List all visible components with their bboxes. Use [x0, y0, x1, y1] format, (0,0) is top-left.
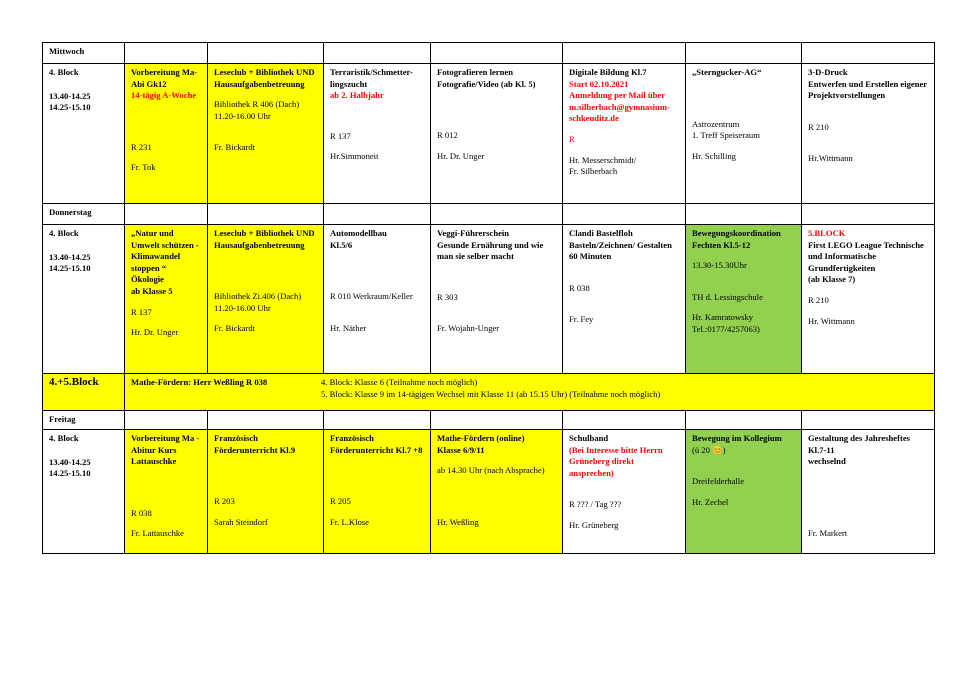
activity-text: 11.20-16.00 Uhr: [214, 110, 271, 121]
spacer: [437, 303, 557, 323]
spacer: [692, 456, 796, 476]
activity-text: Hr. Schilling: [692, 150, 736, 161]
spacer: [569, 511, 680, 520]
block-label: 4. Block: [49, 228, 79, 238]
block-label: 4. Block: [49, 67, 79, 77]
activity-text: Hr. Grüneberg: [569, 519, 619, 530]
spacer: [330, 476, 425, 496]
activity-text: Basteln/Zeichnen/ Gestalten: [569, 239, 672, 250]
activity-text: R: [569, 133, 575, 144]
activity-cell: [125, 430, 208, 554]
activity-text: Start 02.10.2021: [569, 78, 629, 89]
activity-cell: [686, 430, 802, 554]
activity-cell: [802, 430, 935, 554]
activity-text: Kl.5/6: [330, 239, 353, 250]
activity-row: [43, 225, 935, 374]
empty-cell: [802, 411, 935, 430]
empty-cell: [431, 43, 563, 64]
empty-cell: [431, 411, 563, 430]
activity-text: Französisch Förderunterricht Kl.7 +8: [330, 433, 423, 455]
activity-text: Hr. Zechel: [692, 496, 729, 507]
activity-text: Ökologie: [131, 274, 164, 285]
activity-text: Fr. Markert: [808, 527, 848, 538]
activity-cell: [802, 64, 935, 204]
spacer: [808, 488, 929, 508]
activity-text: Vorbereitung Ma -Abitur Kurs Lattauschke: [131, 433, 200, 467]
empty-cell: [563, 204, 686, 225]
activity-text: Hr.Wittmann: [808, 153, 853, 164]
activity-text: Klasse 6/9/11: [437, 444, 485, 455]
activity-text: ab 14.30 Uhr (nach Absprache): [437, 465, 545, 476]
spacer: [569, 125, 680, 134]
activity-text: „Natur und Umwelt schützen - Klimawandel stoppen “: [131, 228, 199, 273]
activity-text: First LEGO League Technische und Informatische Grundfertigkeiten: [808, 239, 924, 273]
activity-text: Hr. Messerschmidt/: [569, 154, 637, 165]
spacer: [131, 298, 202, 307]
spacer: [214, 122, 318, 142]
block-time: 13.40-14.25: [49, 90, 91, 101]
spacer: [330, 508, 425, 517]
activity-text: Veggi-Führerschein: [437, 228, 510, 238]
day-name: Mittwoch: [43, 43, 125, 64]
empty-cell: [686, 43, 802, 64]
activity-text: Leseclub + Bibliothek UND Hausaufgabenbetreuung: [214, 228, 315, 250]
block-label: 4. Block: [49, 433, 79, 443]
activity-text: R 012: [437, 130, 458, 141]
activity-text: Sarah Steindorf: [214, 516, 268, 527]
block-time: 14.25-15.10: [49, 102, 91, 113]
empty-cell: [686, 411, 802, 430]
activity-text: 60 Minuten: [569, 251, 612, 262]
activity-text: Fr. Tok: [131, 162, 156, 173]
block-time: 13.40-14.25: [49, 456, 91, 467]
block-time: 13.40-14.25: [49, 251, 91, 262]
day-name: Donnerstag: [43, 204, 125, 225]
activity-text: Bibliothek R 406 (Dach): [214, 99, 300, 110]
activity-row: [43, 430, 935, 554]
activity-text: Hr. Kamratowsky: [692, 312, 754, 323]
activity-text: TH d. Lessingschule: [692, 291, 763, 302]
activity-text: 14-tägig A-Woche: [131, 90, 197, 101]
activity-cell: [431, 64, 563, 204]
day-name: Freitag: [43, 411, 125, 430]
spacer: [131, 488, 202, 508]
activity-text: 13.30-15.30Uhr: [692, 260, 747, 271]
activity-text: R 303: [437, 291, 458, 302]
activity-cell: [208, 430, 324, 554]
spacer: [569, 263, 680, 283]
activity-text: Entwerfen und Erstellen eigener Projektvorstellungen: [808, 78, 927, 101]
spacer: [437, 283, 557, 292]
activity-text: Hr. Dr. Unger: [437, 150, 485, 161]
empty-cell: [324, 204, 431, 225]
block-time: 14.25-15.10: [49, 468, 91, 479]
activity-text: 11.20-16.00 Uhr: [214, 302, 271, 313]
activity-text: R 210: [808, 294, 829, 305]
activity-text: Anmeldung per Mail über m.silberbach@gymnasium-schkeuditz.de: [569, 90, 670, 124]
empty-cell: [563, 411, 686, 430]
mathe-foerdern-cell: [125, 374, 935, 411]
activity-text: Mathe-Fördern (online): [437, 433, 525, 443]
activity-text: ab 2. Halbjahr: [330, 90, 384, 101]
spacer: [569, 294, 680, 314]
activity-text: R 231: [131, 141, 152, 152]
activity-text: Hr.Simmoneit: [330, 151, 379, 162]
spacer: [131, 468, 202, 488]
empty-cell: [125, 204, 208, 225]
spacer: [692, 142, 796, 151]
spacer: [437, 110, 557, 130]
activity-cell: [431, 430, 563, 554]
activity-cell: [563, 225, 686, 374]
day-header-row: [43, 411, 935, 430]
spacer: [692, 79, 796, 99]
mathe-block-label: 4.+5.Block: [43, 374, 125, 411]
activity-text: R 038: [131, 507, 152, 518]
activity-text: Digitale Bildung Kl.7: [569, 67, 647, 77]
schedule-table: [42, 42, 935, 554]
spacer: [214, 456, 318, 476]
activity-text: Tel.:0177/4257063): [692, 323, 760, 334]
spacer: [214, 476, 318, 496]
spacer: [131, 318, 202, 327]
activity-text: R 205: [330, 496, 351, 507]
empty-cell: [125, 43, 208, 64]
activity-text: (ü 20 😊): [692, 444, 726, 455]
spacer: [330, 251, 425, 271]
activity-text: Automodellbau: [330, 228, 387, 238]
block-time: 14.25-15.10: [49, 263, 91, 274]
activity-text: R 010 Werkraum/Keller: [330, 291, 413, 302]
activity-cell: [431, 225, 563, 374]
spacer: [808, 133, 929, 153]
spacer: [214, 90, 318, 99]
activity-row: [43, 64, 935, 204]
activity-cell: [686, 225, 802, 374]
mathe-notes: [321, 377, 660, 400]
activity-text: R 210: [808, 121, 829, 132]
activity-cell: [125, 64, 208, 204]
activity-text: Hr. Dr. Unger: [131, 327, 179, 338]
spacer: [692, 303, 796, 312]
spacer: [437, 263, 557, 283]
spacer: [437, 477, 557, 497]
activity-text: Hr. Wittmann: [808, 315, 855, 326]
spacer: [692, 272, 796, 292]
activity-cell: [802, 225, 935, 374]
activity-text: R 203: [214, 496, 235, 507]
activity-text: R 137: [330, 130, 351, 141]
activity-text: (ab Klasse 7): [808, 274, 856, 285]
activity-text: 3-D-Druck: [808, 67, 848, 77]
spacer: [330, 102, 425, 122]
empty-cell: [324, 411, 431, 430]
activity-text: wechselnd: [808, 456, 846, 467]
activity-text: Dreifelderhalle: [692, 476, 745, 487]
empty-cell: [208, 204, 324, 225]
spacer: [437, 90, 557, 110]
spacer: [808, 307, 929, 316]
activity-text: Vorbereitung Ma-Abi Gk12: [131, 67, 198, 89]
activity-text: Fr. Silberbach: [569, 166, 618, 177]
mathe-note: 5. Block: Klasse 9 im 14-tägigen Wechsel mit Klasse 11 (ab 15.15 Uhr) (Teilnahme noch möglich): [321, 388, 661, 399]
activity-text: Fr. Bickardt: [214, 323, 256, 334]
spacer: [131, 519, 202, 528]
spacer: [692, 251, 796, 260]
spacer: [330, 456, 425, 476]
empty-cell: [208, 411, 324, 430]
day-header-row: [43, 43, 935, 64]
activity-text: (Bei Interesse bitte Herrn Grüneberg direkt ansprechen): [569, 444, 663, 478]
spacer: [131, 153, 202, 162]
spacer: [437, 497, 557, 517]
spacer: [214, 251, 318, 271]
empty-cell: [324, 43, 431, 64]
activity-cell: [563, 430, 686, 554]
block-time-cell: [43, 225, 125, 374]
spacer: [808, 508, 929, 528]
block-time-cell: [43, 430, 125, 554]
spacer: [808, 102, 929, 122]
spacer: [330, 122, 425, 131]
activity-cell: [324, 225, 431, 374]
activity-cell: [324, 64, 431, 204]
activity-text: ab Klasse 5: [131, 285, 173, 296]
spacer: [692, 99, 796, 119]
spacer: [692, 488, 796, 497]
activity-text: Bibliothek Zi.406 (Dach): [214, 291, 302, 302]
activity-text: Fr. Fey: [569, 314, 594, 325]
spacer: [214, 314, 318, 323]
activity-text: Bewegungskoordination Fechten Kl.5-12: [692, 228, 781, 250]
activity-cell: [686, 64, 802, 204]
empty-cell: [802, 204, 935, 225]
activity-text: R 038: [569, 282, 590, 293]
activity-cell: [563, 64, 686, 204]
activity-text: 5.BLOCK: [808, 228, 846, 238]
activity-text: Fotografieren lernen Fotografie/Video (ab Kl. 5): [437, 67, 536, 89]
activity-text: Hr. Weßling: [437, 516, 479, 527]
mathe-title: Mathe-Fördern: Herr Weßling R 038: [131, 377, 268, 387]
activity-text: R ??? / Tag ???: [569, 499, 622, 510]
empty-cell: [208, 43, 324, 64]
spacer: [808, 286, 929, 295]
empty-cell: [802, 43, 935, 64]
activity-text: Bewegung im Kollegium: [692, 433, 782, 443]
block-time-cell: [43, 64, 125, 204]
empty-cell: [686, 204, 802, 225]
spacer: [330, 303, 425, 323]
activity-text: Fr. Bickardt: [214, 142, 256, 153]
spacer: [214, 508, 318, 517]
spacer: [330, 142, 425, 151]
empty-cell: [563, 43, 686, 64]
schedule-body: [43, 43, 935, 554]
activity-text: Gesunde Ernährung und wie man sie selber macht: [437, 239, 544, 262]
activity-text: Fr. Wojahn-Unger: [437, 323, 500, 334]
spacer: [131, 122, 202, 142]
spacer: [437, 142, 557, 151]
activity-text: Gestaltung des Jahresheftes Kl.7-11: [808, 433, 911, 455]
mathe-note: 4. Block: Klasse 6 (Teilnahme noch möglich): [321, 377, 478, 387]
activity-cell: [324, 430, 431, 554]
activity-text: Fr. Lattauschke: [131, 528, 184, 539]
activity-cell: [208, 64, 324, 204]
activity-text: Astrozentrum: [692, 118, 740, 129]
activity-text: Fr. L.Klose: [330, 516, 369, 527]
activity-text: Terraristik/Schmetter-lingszucht: [330, 67, 413, 89]
day-header-row: [43, 204, 935, 225]
empty-cell: [431, 204, 563, 225]
activity-text: Clandi Bastelfloh: [569, 228, 633, 238]
activity-text: R 137: [131, 306, 152, 317]
spacer: [569, 479, 680, 499]
activity-text: Schulband: [569, 433, 609, 443]
spacer: [214, 271, 318, 291]
spacer: [808, 468, 929, 488]
activity-text: „Sterngucker-AG“: [692, 67, 762, 77]
activity-text: Leseclub + Bibliothek UND Hausaufgabenbetreuung: [214, 67, 315, 89]
activity-text: 1. Treff Speiseraum: [692, 130, 760, 141]
mathe-foerdern-row: [43, 374, 935, 411]
empty-cell: [125, 411, 208, 430]
spacer: [330, 271, 425, 291]
activity-cell: [125, 225, 208, 374]
spacer: [437, 456, 557, 465]
spacer: [131, 102, 202, 122]
activity-cell: [208, 225, 324, 374]
activity-text: Hr. Näther: [330, 322, 367, 333]
spacer: [569, 146, 680, 155]
activity-text: Französisch Förderunterricht Kl.9: [214, 433, 296, 455]
